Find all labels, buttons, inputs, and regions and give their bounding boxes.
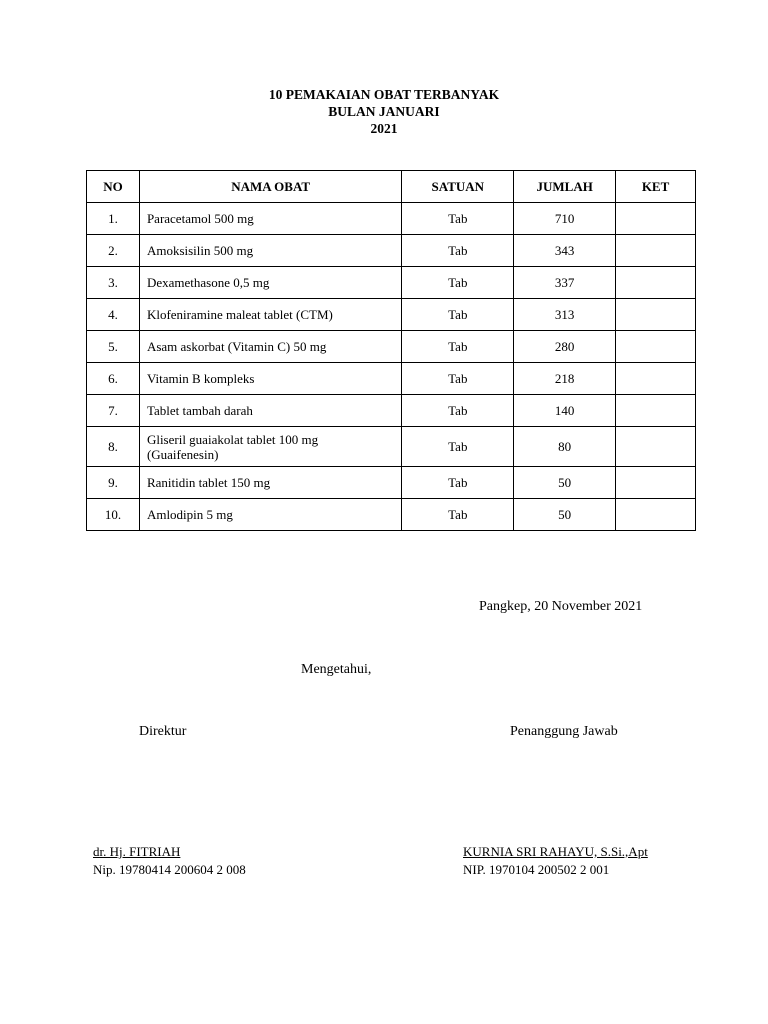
document-subtitle-year: 2021 xyxy=(370,121,398,136)
cell-unit: Tab xyxy=(402,203,514,235)
cell-qty: 710 xyxy=(514,203,616,235)
cell-note xyxy=(616,203,696,235)
place-date: Pangkep, 20 November 2021 xyxy=(479,599,643,614)
cell-name-line: Gliseril guaiakolat tablet 100 mg xyxy=(146,431,319,447)
cell-name xyxy=(139,331,401,363)
cell-note xyxy=(616,363,696,395)
director-role: Direktur xyxy=(139,724,187,739)
cell-no: 7. xyxy=(87,395,140,427)
cell-name xyxy=(139,235,401,267)
cell-qty: 343 xyxy=(514,235,616,267)
cell-name xyxy=(139,267,401,299)
cell-unit: Tab xyxy=(402,235,514,267)
cell-name-line: Vitamin B kompleks xyxy=(146,371,255,386)
cell-name-line: Dexamethasone 0,5 mg xyxy=(146,275,270,290)
column-header-name: NAMA OBAT xyxy=(139,171,401,203)
cell-note xyxy=(616,267,696,299)
cell-no: 6. xyxy=(87,363,140,395)
cell-unit: Tab xyxy=(402,331,514,363)
table-row xyxy=(87,267,696,299)
cell-name-line: (Guaifenesin) xyxy=(146,446,219,462)
table-row xyxy=(87,363,696,395)
cell-note xyxy=(616,395,696,427)
cell-unit: Tab xyxy=(402,467,514,499)
cell-qty: 313 xyxy=(514,299,616,331)
cell-note xyxy=(616,235,696,267)
cell-name xyxy=(139,363,401,395)
cell-name xyxy=(139,427,401,467)
cell-qty: 218 xyxy=(514,363,616,395)
cell-no: 9. xyxy=(87,467,140,499)
table-row xyxy=(87,331,696,363)
drug-usage-table xyxy=(86,170,696,531)
cell-name-line: Amlodipin 5 mg xyxy=(146,507,233,522)
table-row xyxy=(87,299,696,331)
cell-name xyxy=(139,499,401,531)
cell-no: 3. xyxy=(87,267,140,299)
cell-note xyxy=(616,299,696,331)
cell-unit: Tab xyxy=(402,363,514,395)
cell-qty: 80 xyxy=(514,427,616,467)
cell-qty: 280 xyxy=(514,331,616,363)
column-header-note: KET xyxy=(616,171,696,203)
pharmacist-name: KURNIA SRI RAHAYU, S.Si.,Apt xyxy=(463,844,648,859)
column-header-unit: SATUAN xyxy=(402,171,514,203)
cell-name xyxy=(139,395,401,427)
cell-name xyxy=(139,467,401,499)
cell-note xyxy=(616,427,696,467)
cell-unit: Tab xyxy=(402,427,514,467)
cell-qty: 337 xyxy=(514,267,616,299)
cell-unit: Tab xyxy=(402,395,514,427)
cell-unit: Tab xyxy=(402,299,514,331)
director-name: dr. Hj. FITRIAH xyxy=(93,844,181,859)
cell-no: 10. xyxy=(87,499,140,531)
pharmacist-role: Penanggung Jawab xyxy=(510,724,618,739)
cell-name-line: Asam askorbat (Vitamin C) 50 mg xyxy=(146,339,327,354)
cell-qty: 50 xyxy=(514,467,616,499)
column-header-no: NO xyxy=(87,171,140,203)
cell-note xyxy=(616,467,696,499)
cell-no: 5. xyxy=(87,331,140,363)
table-row xyxy=(87,467,696,499)
table-row xyxy=(87,499,696,531)
cell-name xyxy=(139,299,401,331)
table-row xyxy=(87,235,696,267)
cell-name xyxy=(139,203,401,235)
cell-name-line: Tablet tambah darah xyxy=(146,403,253,418)
acknowledge-label: Mengetahui, xyxy=(301,662,372,677)
cell-name-line: Paracetamol 500 mg xyxy=(146,211,254,226)
cell-name-line: Amoksisilin 500 mg xyxy=(146,243,254,258)
cell-no: 2. xyxy=(87,235,140,267)
cell-no: 4. xyxy=(87,299,140,331)
cell-no: 8. xyxy=(87,427,140,467)
table-row xyxy=(87,427,696,467)
cell-unit: Tab xyxy=(402,267,514,299)
column-header-qty: JUMLAH xyxy=(514,171,616,203)
cell-name-line: Klofeniramine maleat tablet (CTM) xyxy=(146,307,333,322)
cell-unit: Tab xyxy=(402,499,514,531)
director-nip: Nip. 19780414 200604 2 008 xyxy=(93,862,246,877)
pharmacist-nip: NIP. 1970104 200502 2 001 xyxy=(463,862,610,877)
document-subtitle-month: BULAN JANUARI xyxy=(328,104,440,119)
cell-qty: 50 xyxy=(514,499,616,531)
table-row xyxy=(87,395,696,427)
table-row xyxy=(87,203,696,235)
cell-qty: 140 xyxy=(514,395,616,427)
cell-no: 1. xyxy=(87,203,140,235)
table-header-row xyxy=(87,171,696,203)
cell-note xyxy=(616,499,696,531)
cell-note xyxy=(616,331,696,363)
cell-name-line: Ranitidin tablet 150 mg xyxy=(146,475,271,490)
document-title: 10 PEMAKAIAN OBAT TERBANYAK xyxy=(268,87,500,102)
